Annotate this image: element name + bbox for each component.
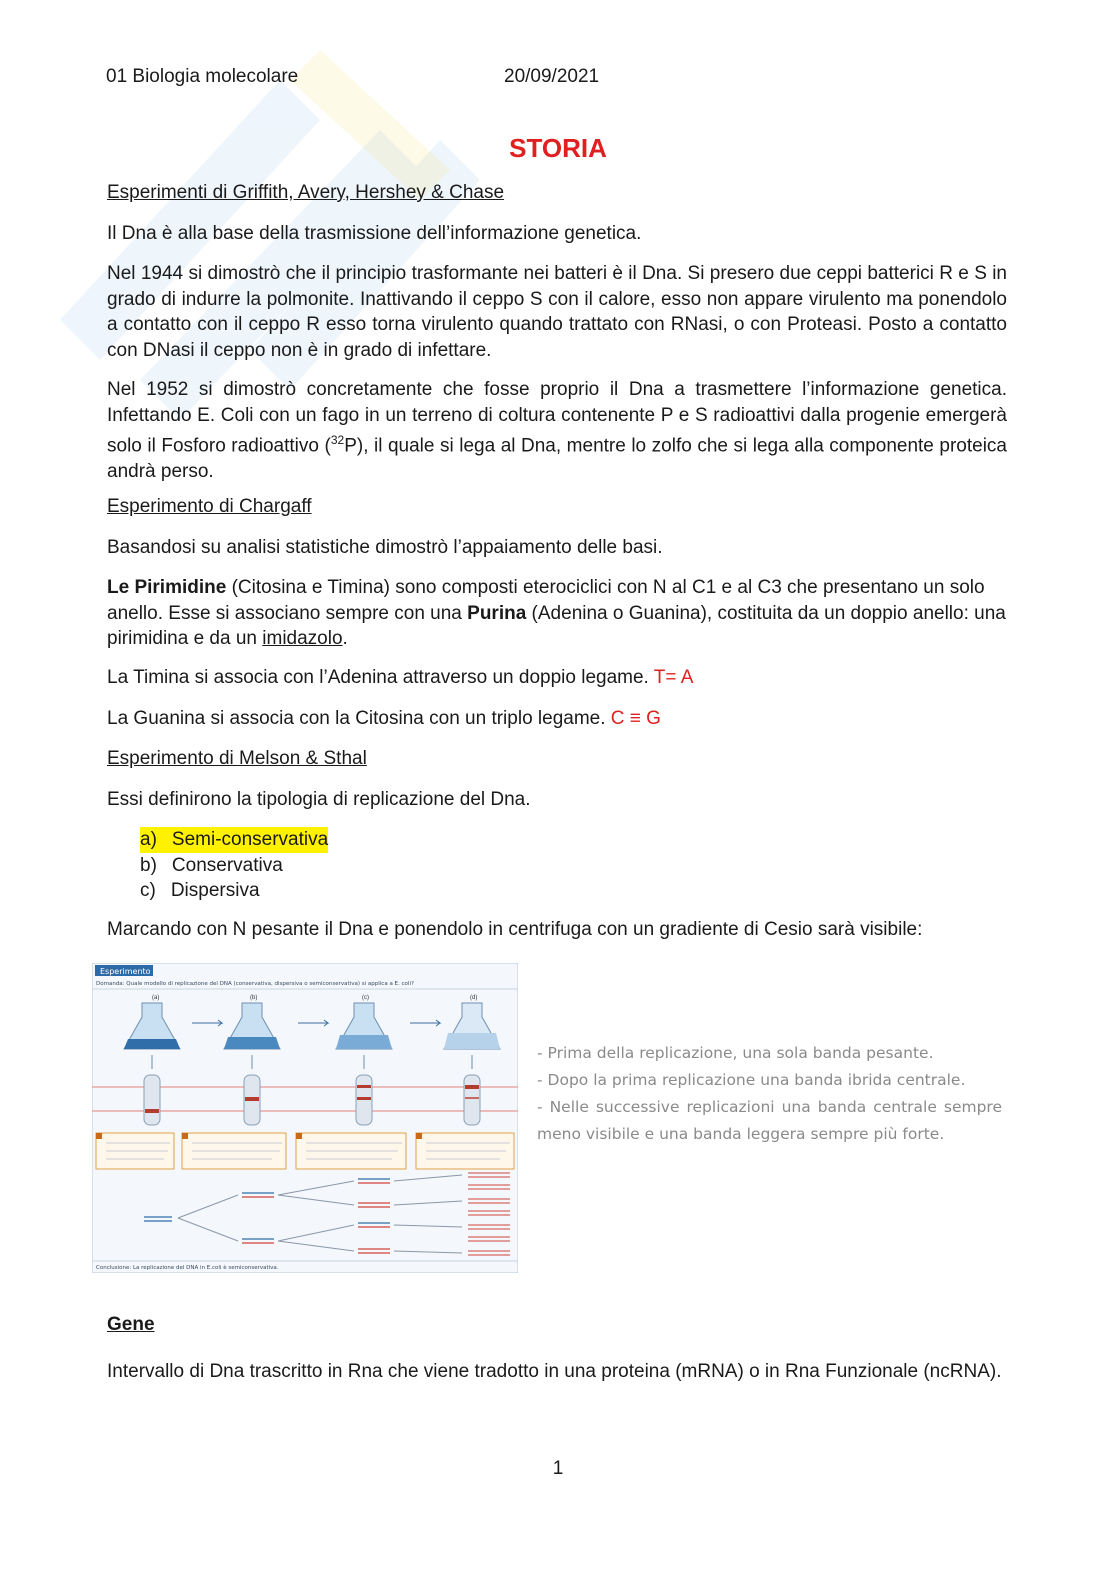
paragraph-replicazione: Essi definirono la tipologia di replicazione del Dna.	[107, 789, 531, 810]
column-label: (a)	[152, 995, 160, 1001]
page-title: STORIA	[509, 133, 607, 163]
paragraph-dna-base: Il Dna è alla base della trasmissione dell’informazione genetica.	[107, 223, 642, 244]
paragraph-timina: La Timina si associa con l’Adenina attraverso un doppio legame. T= A	[107, 667, 694, 688]
paragraph-gene: Intervallo di Dna trascritto in Rna che viene tradotto in una proteina (mRNA) o in Rna Funzionale (ncRNA).	[107, 1361, 1002, 1382]
heading-melson: Esperimento di Melson & Sthal	[107, 748, 367, 769]
paragraph-1952: Nel 1952 si dimostrò concretamente che fosse proprio il Dna a trasmettere l’informazione genetica. Infettando E. Coli con un fago in un terreno di coltura contenente P e S radioattivi dalla progenie emergerà solo il Fosforo radioattivo ($^{32}$P), il quale si lega al Dna, mentre lo zolfo che si lega alla componente proteica andrà perso.	[107, 379, 1007, 482]
column-label: (b)	[250, 995, 258, 1001]
figure-question: Domanda: Quale modello di replicazione del DNA (conservativa, dispersiva o semiconservativa) si applica a E. coli?	[96, 981, 414, 987]
column-label: (c)	[362, 995, 369, 1001]
column-label: (d)	[470, 995, 478, 1001]
note-item: - Dopo la prima replicazione una banda ibrida centrale.	[537, 1071, 966, 1089]
paragraph-guanina: La Guanina si associa con la Citosina con un triplo legame. C ≡ G	[107, 708, 661, 729]
replication-types-list	[140, 827, 328, 904]
paragraph-cesio: Marcando con N pesante il Dna e ponendolo in centrifuga con un gradiente di Cesio sarà visibile:	[107, 919, 923, 940]
list-item: b) Conservativa	[140, 854, 283, 876]
paragraph-1944: Nel 1944 si dimostrò che il principio trasformante nei batteri è il Dna. Si presero due ceppi batterici R e S in grado di indurre la polmonite. Inattivando il ceppo S con il calore, esso non appare virulento ma ponendolo a contatto con il ceppo R esso torna virulento quando trattato con RNasi, o con Proteasi. Posto a contatto con DNasi il ceppo non è in grado di infettare.	[107, 263, 1007, 361]
heading-chargaff: Esperimento di Chargaff	[107, 496, 312, 517]
heading-griffith: Esperimenti di Griffith, Avery, Hershey & Chase	[107, 182, 505, 203]
header-course: 01 Biologia molecolare	[106, 66, 299, 87]
list-item: c) Dispersiva	[140, 880, 260, 901]
heading-gene: Gene	[107, 1314, 155, 1335]
figure-notes	[537, 1040, 1002, 1148]
figure-badge: Esperimento	[100, 967, 151, 976]
list-item: a) Semi-conservativa	[140, 827, 328, 853]
paragraph-pirimidine: Le Pirimidine (Citosina e Timina) sono composti eterociclici con N al C1 e al C3 che presentano un solo anello. Esse si associano sempre con una Purina (Adenina o Guanina), costituita da un doppio anello: una pirimidina e da un imidazolo.	[107, 577, 1006, 649]
meselson-stahl-figure	[92, 963, 518, 1273]
header-date: 20/09/2021	[504, 66, 600, 87]
note-item: - Prima della replicazione, una sola banda pesante.	[537, 1044, 934, 1062]
figure-conclusion: Conclusione: La replicazione del DNA in E.coli è semiconservativa.	[96, 1265, 279, 1271]
note-item: - Nelle successive replicazioni una banda centrale sempre meno visibile e una banda leggera sempre più forte.	[537, 1098, 1002, 1143]
paragraph-chargaff: Basandosi su analisi statistiche dimostrò l’appaiamento delle basi.	[107, 537, 663, 558]
page-number: 1	[552, 1458, 564, 1479]
